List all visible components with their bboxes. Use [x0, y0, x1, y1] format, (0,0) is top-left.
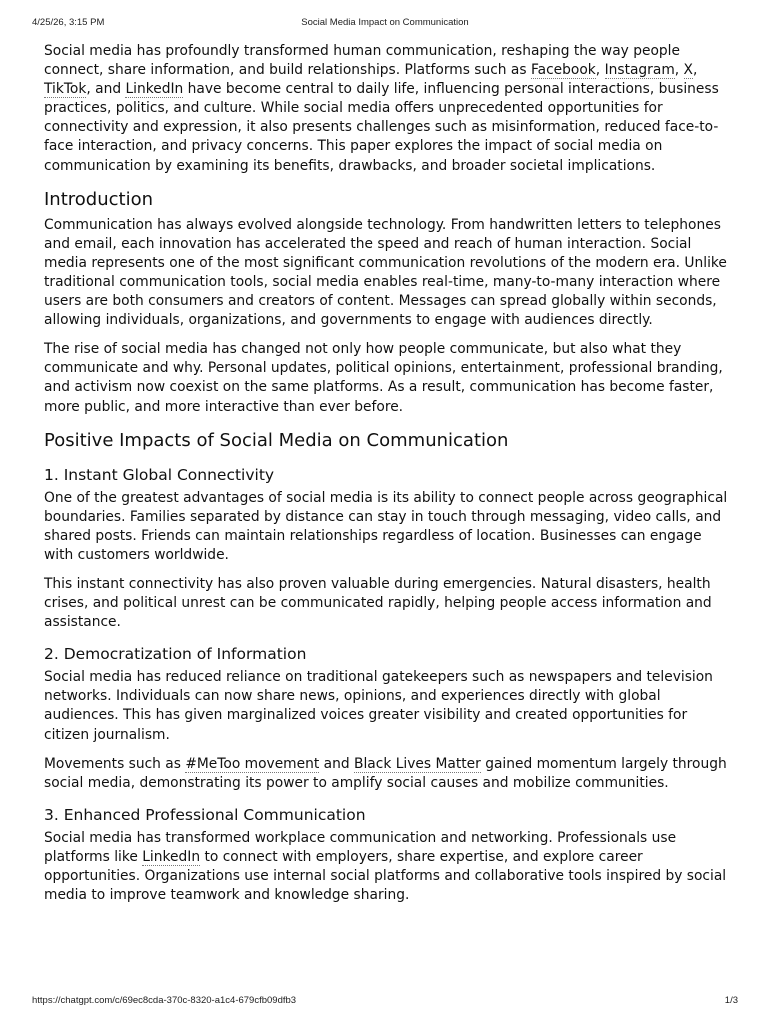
print-datetime: 4/25/26, 3:15 PM — [32, 17, 105, 28]
link-metoo-movement[interactable]: #MeToo movement — [185, 755, 320, 772]
heading-professional-communication: 3. Enhanced Professional Communication — [44, 805, 366, 824]
connectivity-paragraph-1: One of the greatest advantages of social media is its ability to connect people across geographical boundaries. Families separated by distance can stay in touch through messaging, video calls, and shared posts. Friends can maintain relationships regardless of location. Businesses can engage with customers worldwide. — [44, 489, 728, 563]
link-linkedin[interactable]: LinkedIn — [125, 81, 184, 98]
introduction-paragraph-2: The rise of social media has changed not only how people communicate, but also what they communicate and why. Personal updates, political opinions, entertainment, professional branding, and activism now coexist on the same platforms. As a result, communication has become faster, more public, and more interactive than ever before. — [44, 341, 723, 415]
intro-paragraph: Social media has profoundly transformed human communication, reshaping the way people connect, share information, and build relationships. Platforms such as Facebook, Instagram, X, TikTok, and LinkedIn have become central to daily life, influencing personal interactions, business practices, politics, and culture. While social media offers unprecedented opportunities for connectivity and expression, it also presents challenges such as misinformation, reduced face-to-face interaction, and privacy concerns. This paper explores the impact of social media on communication by examining its benefits, drawbacks, and broader societal implications. — [44, 43, 719, 174]
link-instagram[interactable]: Instagram — [604, 62, 675, 79]
print-page-title: Social Media Impact on Communication — [301, 17, 469, 28]
introduction-paragraph-1: Communication has always evolved alongside technology. From handwritten letters to telephones and email, each innovation has accelerated the speed and reach of human interaction. Social media represents one of the most significant communication revolutions of the modern era. Unlike traditional communication tools, social media enables real-time, many-to-many interaction where users are both consumers and creators of content. Messages can spread globally within seconds, allowing individuals, organizations, and governments to engage with audiences directly. — [44, 216, 727, 329]
print-footer — [32, 995, 738, 1007]
heading-positive-impacts: Positive Impacts of Social Media on Communication — [44, 429, 509, 451]
democratization-paragraph-1: Social media has reduced reliance on traditional gatekeepers such as newspapers and television networks. Individuals can now share news, opinions, and experiences directly with global audiences. This has given marginalized voices greater visibility and created opportunities for citizen journalism. — [44, 669, 713, 743]
link-linkedin-2[interactable]: LinkedIn — [142, 848, 201, 865]
link-black-lives-matter[interactable]: Black Lives Matter — [354, 755, 481, 772]
print-url: https://chatgpt.com/c/69ec8cda-370c-8320-a1c4-679cfb09dfb3 — [32, 995, 297, 1006]
link-facebook[interactable]: Facebook — [530, 62, 596, 79]
document-content — [44, 42, 734, 915]
professional-paragraph-1: Social media has transformed workplace communication and networking. Professionals use platforms like LinkedIn to connect with employers, share expertise, and explore career opportunities. Organizations use internal social platforms and collaborative tools inspired by social media to improve teamwork and knowledge sharing. — [44, 829, 727, 904]
print-header — [32, 17, 738, 29]
democratization-paragraph-2: Movements such as #MeToo movement and Black Lives Matter gained momentum largely through social media, demonstrating its power to amplify social causes and mobilize communities. — [44, 755, 727, 791]
print-page-number: 1/3 — [724, 995, 738, 1006]
heading-democratization: 2. Democratization of Information — [44, 645, 307, 664]
link-tiktok[interactable]: TikTok — [44, 81, 87, 98]
connectivity-paragraph-2: This instant connectivity has also proven valuable during emergencies. Natural disasters, health crises, and political unrest can be communicated rapidly, helping people access information and assistance. — [44, 575, 712, 631]
heading-instant-global-connectivity: 1. Instant Global Connectivity — [44, 465, 275, 484]
heading-introduction: Introduction — [44, 188, 154, 210]
link-x[interactable]: X — [683, 62, 693, 79]
